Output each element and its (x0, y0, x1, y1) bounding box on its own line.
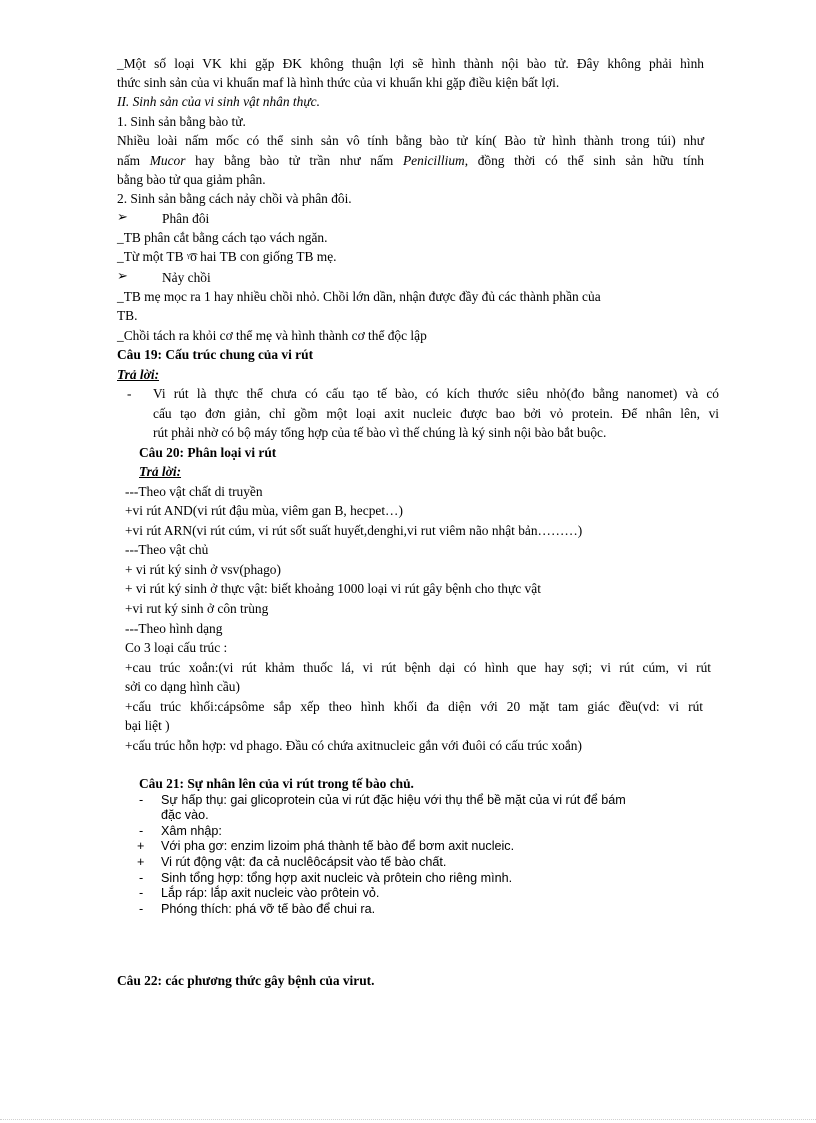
q21-item: Vi rút động vật: đa cả nuclêôcápsit vào tế bào chất. (161, 855, 447, 869)
dash-bullet-icon: - (127, 386, 132, 401)
q20-line: +cấu trúc khối:cápsôme sắp xếp theo hình khối đa diện với 20 mặt tam giác đều(vd: vi rút (125, 699, 703, 714)
page-edge-divider (0, 1119, 816, 1120)
q20-line: ---Theo hình dạng (125, 621, 223, 636)
q19-answer-line-3: rút phải nhờ có bộ máy tổng hợp của tế bào vì thế chúng là ký sinh nội bào bắt buộc. (153, 425, 607, 440)
q20-line: Co 3 loại cấu trúc : (125, 640, 228, 655)
term-mucor: Mucor (149, 153, 186, 168)
q19-answer-line-2: cấu tạo đơn giản, chỉ gồm một loại axit nucleic được bao bởi vỏ protein. Để nhân lên, vi (153, 406, 719, 421)
paragraph-spores-line-3: bằng bào tử qua giảm phân. (117, 172, 266, 187)
q20-line: +vi rút AND(vi rút đậu mùa, viêm gan B, hecpet…) (125, 503, 403, 518)
dash-bullet-icon: - (139, 793, 144, 807)
paragraph-spores-line-1: Nhiều loài nấm mốc có thể sinh sản vô tính bằng bào tử kín( Bào tử hình thành trong túi) như (117, 133, 704, 148)
q21-item: Với pha gơ: enzim lizoim phá thành tế bào để bơm axit nucleic. (161, 839, 515, 853)
plus-bullet-icon: + (137, 855, 145, 869)
subheading-budding-fission: 2. Sinh sản bằng cách nảy chồi và phân đôi. (117, 191, 352, 206)
q21-item: Xâm nhập: (161, 824, 222, 838)
q20-line: + vi rút ký sinh ở thực vật: biết khoảng 1000 loại vi rút gây bệnh cho thực vật (125, 581, 541, 596)
item-budding: Nảy chồi (162, 270, 211, 285)
q20-line: ---Theo vật chất di truyền (125, 484, 263, 499)
q21-item-continued: đặc vào. (161, 808, 209, 822)
q19-answer-line-1: Vi rút là thực thể chưa có cấu tạo tế bào, có kích thước siêu nhỏ(đo bằng nanomet) và có (153, 386, 719, 401)
answer-label: Trả lời: (117, 367, 160, 382)
question-20-heading: Câu 20: Phân loại vi rút (139, 445, 277, 460)
question-21-heading: Câu 21: Sự nhân lên của vi rút trong tế bào chủ. (139, 776, 414, 791)
term-penicillium: Penicillium (402, 153, 465, 168)
question-22-heading: Câu 22: các phương thức gây bệnh của virut. (117, 973, 375, 988)
dash-bullet-icon: - (139, 902, 144, 916)
q21-item: Lắp ráp: lắp axit nucleic vào prôtein vỏ. (161, 886, 380, 900)
q21-item: Sinh tổng hợp: tổng hợp axit nucleic và prôtein cho riêng mình. (161, 871, 513, 885)
q20-line: +cau trúc xoắn:(vi rút khảm thuốc lá, vi rút bệnh dại có hình que hay sợi; vi rút cúm, vi rút (125, 660, 711, 675)
q21-item: Sự hấp thụ: gai glicoprotein của vi rút đặc hiệu với thụ thể bề mặt của vi rút để bám (161, 793, 626, 807)
budding-line-1: _TB mẹ mọc ra 1 hay nhiều chồi nhỏ. Chồi lớn dần, nhận được đầy đủ các thành phần của (117, 289, 601, 304)
plus-bullet-icon: + (137, 839, 145, 853)
q20-line: sởi co dạng hình cầu) (125, 679, 240, 694)
arrow-symbol-icon: ᵞ͡ (186, 250, 191, 264)
budding-line-3: _Chồi tách ra khỏi cơ thể mẹ và hình thành cơ thể độc lập (117, 328, 427, 343)
dash-bullet-icon: - (139, 886, 144, 900)
q20-line: +vi rut ký sinh ở côn trùng (125, 601, 269, 616)
q21-item: Phóng thích: phá vỡ tế bào để chui ra. (161, 902, 376, 916)
q20-line: bại liệt ) (125, 718, 170, 733)
arrow-bullet-icon: ➢ (117, 268, 128, 283)
q20-line: +cấu trúc hỗn hợp: vd phago. Đầu có chứa axitnucleic gắn với đuôi có cấu trúc xoắn) (125, 738, 582, 753)
q20-line: +vi rút ARN(vi rút cúm, vi rút sốt suất huyết,denghi,vi rut viêm não nhật bản………) (125, 523, 583, 538)
item-binary-fission: Phân đôi (162, 211, 210, 226)
answer-label: Trả lời: (139, 464, 182, 479)
paragraph-endospore-line-1: _Một số loại VK khi gặp ĐK không thuận lợi sẽ hình thành nội bào tử. Đây không phải hình (117, 56, 704, 71)
q20-line: ---Theo vật chủ (125, 542, 209, 557)
paragraph-spores-line-2: nấm Mucor hay bằng bào tử trần như nấm Penicillium, đồng thời có thể sinh sản hữu tính (117, 153, 705, 168)
fission-line-2: _Từ một TB ᵞ͡o hai TB con giống TB mẹ. (117, 249, 337, 264)
q20-line: + vi rút ký sinh ở vsv(phago) (125, 562, 281, 577)
paragraph-endospore-line-2: thức sinh sản của vi khuẩn maf là hình thức của vi khuẩn khi gặp điều kiện bất lợi. (117, 75, 560, 90)
section-heading-eukaryote: II. Sinh sản của vi sinh vật nhân thực. (117, 94, 320, 109)
subheading-spores: 1. Sinh sản bằng bào tử. (117, 114, 246, 129)
dash-bullet-icon: - (139, 871, 144, 885)
budding-line-2: TB. (117, 308, 138, 323)
dash-bullet-icon: - (139, 824, 144, 838)
question-19-heading: Câu 19: Cấu trúc chung của vi rút (117, 347, 314, 362)
fission-line-1: _TB phân cắt bằng cách tạo vách ngăn. (117, 230, 328, 245)
arrow-bullet-icon: ➢ (117, 209, 128, 224)
